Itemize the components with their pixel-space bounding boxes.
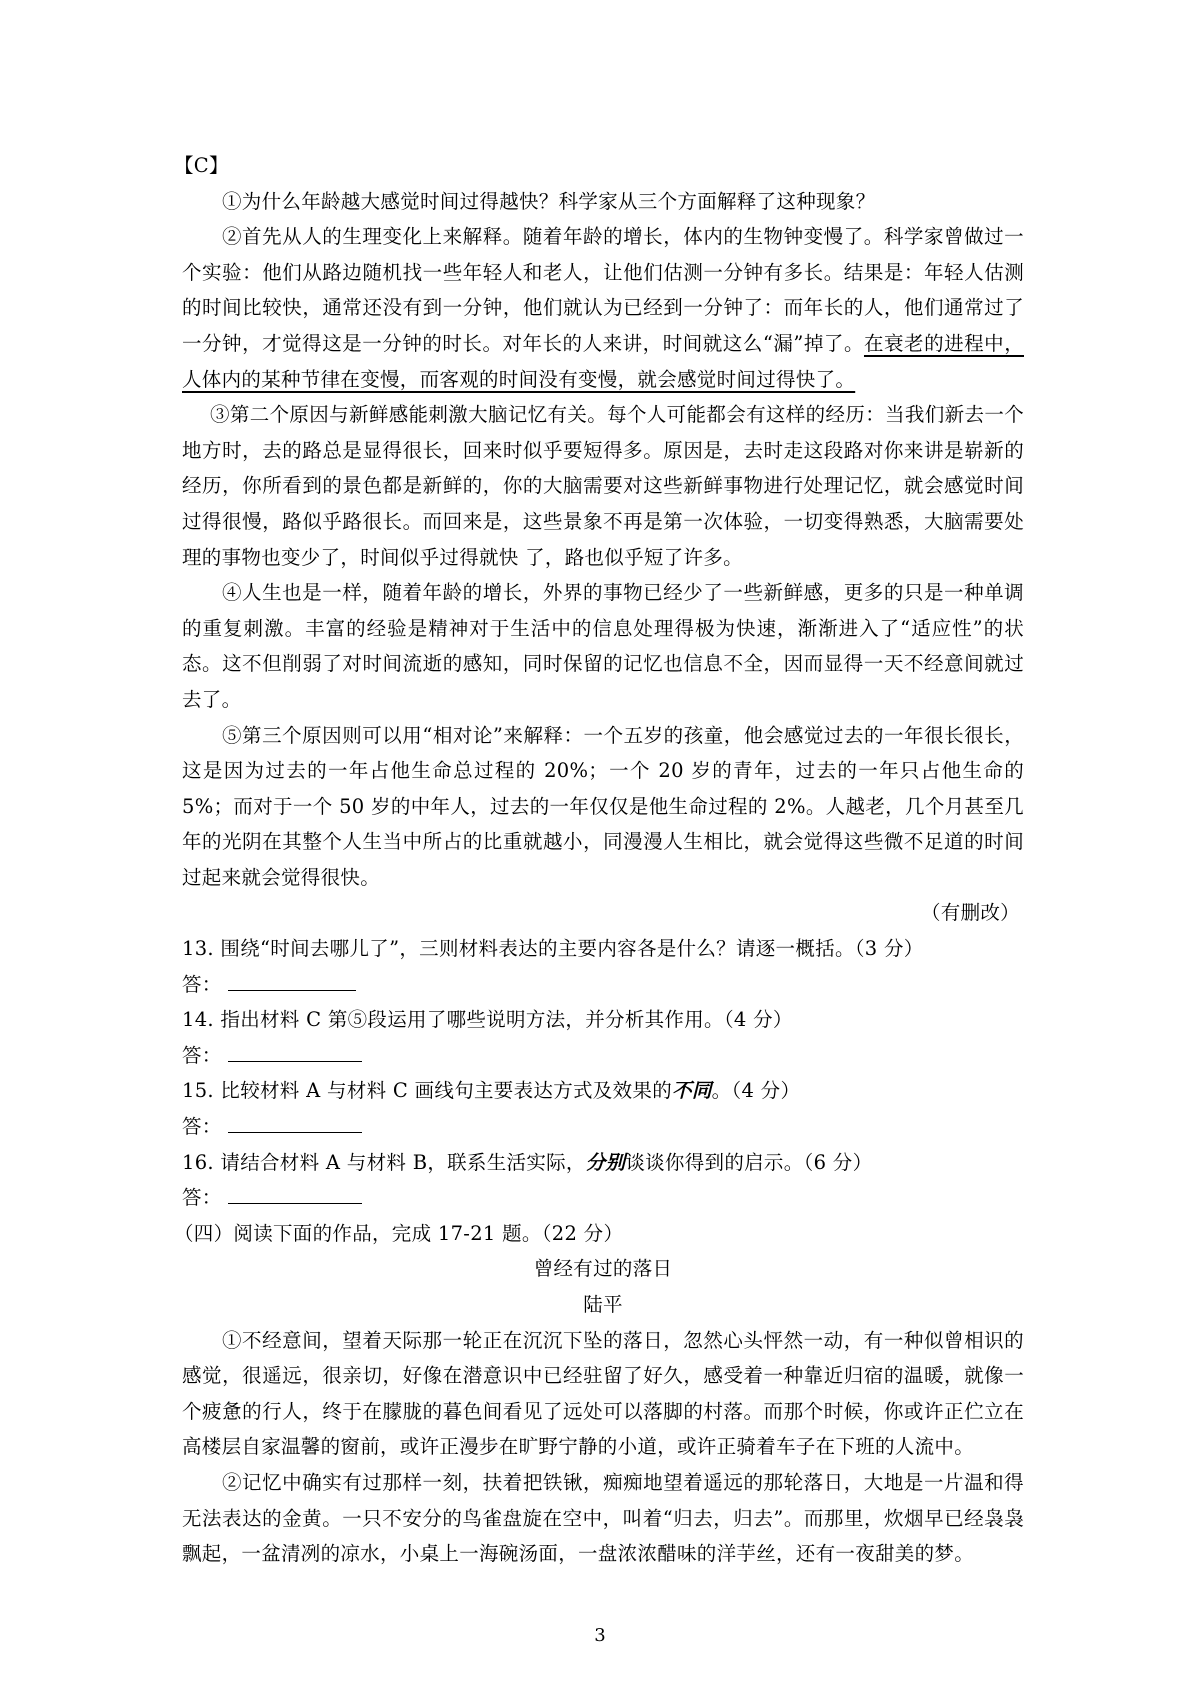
answer-line-15 — [182, 1109, 1024, 1145]
section-c-paragraph-3: ③第二个原因与新鲜感能刺激大脑记忆有关。每个人可能都会有这样的经历：当我们新去一个地方时，去的路总是显得很长，回来时似乎要短得多。原因是，去时走这段路对你来讲是崭新的经历，你所看到的景色都是新鲜的，你的大脑需要对这些新鲜事物进行处理记忆，就会感觉时间过得很慢，路似乎路很长。而回来是，这些景象不再是第一次体验，一切变得熟悉，大脑需要处理的事物也变少了，时间似乎过得就快 了，路也似乎短了许多。 — [182, 403, 1024, 569]
underlined-sentence: 在衰老的进程中，人体内的某种节律在变慢，而客观的时间没有变慢，就会感觉时间过得快了。 — [182, 331, 1024, 391]
section-c-paragraph-2 — [182, 219, 1024, 397]
answer-label: 答： — [182, 1043, 222, 1067]
answer-label: 答： — [182, 972, 222, 996]
article-paragraph-1: ①不经意间，望着天际那一轮正在沉沉下坠的落日，忽然心头怦然一动，有一种似曾相识的感觉，很遥远，很亲切，好像在潜意识中已经驻留了好久，感受着一种靠近归宿的温暖，就像一个疲惫的行人，终于在朦胧的暮色间看见了远处可以落脚的村落。而那个时候，你或许正伫立在高楼层自家温馨的窗前，或许正漫步在旷野宁静的小道，或许正骑着车子在下班的人流中。 — [182, 1328, 1024, 1459]
article-author: 陆平 — [583, 1293, 623, 1316]
question-16-text: 16. 请结合材料 A 与材料 B，联系生活实际， — [182, 1150, 586, 1174]
answer-label: 答： — [182, 1186, 222, 1210]
answer-line-13 — [182, 967, 1024, 1003]
section-four-heading: （四）阅读下面的作品，完成 17-21 题。（22 分） — [174, 1221, 624, 1245]
section-c-paragraph-5: ⑤第三个原因则可以用“相对论”来解释：一个五岁的孩童，他会感觉过去的一年很长很长，这是因为过去的一年占他生命总过程的 20%；一个 20 岁的青年，过去的一年只占他生命的 5%；而对于一个 50 岁的中年人，过去的一年仅仅是他生命过程的 2%。人越老，几个月甚至几年的光阴在其整个人生当中所占的比重就越小，同漫漫人生相比，就会觉得这些微不足道的时间过起来就会觉得很快。 — [182, 723, 1024, 889]
page-content — [174, 148, 1024, 1572]
answer-line-14 — [182, 1038, 1024, 1074]
section-c-paragraph-1: ①为什么年龄越大感觉时间过得越快？科学家从三个方面解释了这种现象？ — [222, 189, 876, 213]
question-16-tail: 谈谈你得到的启示。（6 分） — [625, 1150, 873, 1174]
answer-blank-14[interactable] — [228, 1039, 362, 1062]
question-15 — [182, 1073, 1024, 1109]
section-c-label: 【C】 — [174, 154, 229, 177]
answer-blank-16[interactable] — [228, 1181, 362, 1204]
page-number: 3 — [594, 1625, 606, 1646]
question-15-emphasis: 不同 — [672, 1079, 712, 1103]
section-c-paragraph-2-text: ②首先从人的生理变化上来解释。随着年龄的增长，体内的生物钟变慢了。科学家曾做过一个实验：他们从路边随机找一些年轻人和老人，让他们估测一分钟有多长。结果是：年轻人估测的时间比较快，通常还没有到一分钟，他们就认为已经到一分钟了：而年长的人，他们通常过了一分钟，才觉得这是一分钟的时长。对年长的人来讲，时间就这么“漏”掉了。 — [182, 225, 1024, 355]
answer-blank-15[interactable] — [228, 1110, 362, 1133]
question-15-points: 。（4 分） — [711, 1079, 801, 1103]
answer-line-16 — [182, 1180, 1024, 1216]
question-14: 14. 指出材料 C 第⑤段运用了哪些说明方法，并分析其作用。（4 分） — [182, 1008, 793, 1032]
question-16-emphasis: 分别 — [585, 1150, 626, 1174]
article-paragraph-2: ②记忆中确实有过那样一刻，扶着把铁锹，痴痴地望着遥远的那轮落日，大地是一片温和得无法表达的金黄。一只不安分的鸟雀盘旋在空中，叫着“归去，归去”。而那里，炊烟早已经袅袅飘起，一盆清冽的凉水，小桌上一海碗汤面，一盘浓浓醋味的洋芋丝，还有一夜甜美的梦。 — [182, 1470, 1024, 1566]
abridged-note: （有删改） — [920, 901, 1020, 925]
answer-label: 答： — [182, 1115, 222, 1139]
article-title: 曾经有过的落日 — [533, 1257, 673, 1281]
answer-blank-13[interactable] — [228, 968, 356, 991]
question-16 — [182, 1145, 1024, 1181]
section-c-paragraph-4: ④人生也是一样，随着年龄的增长，外界的事物已经少了一些新鲜感，更多的只是一种单调的重复刺激。丰富的经验是精神对于生活中的信息处理得极为快速，渐渐进入了“适应性”的状态。这不但削弱了对时间流逝的感知，同时保留的记忆也信息不全，因而显得一天不经意间就过去了。 — [182, 581, 1024, 711]
question-13: 13. 围绕“时间去哪儿了”，三则材料表达的主要内容各是什么？请逐一概括。（3 分） — [182, 937, 924, 961]
question-15-text: 15. 比较材料 A 与材料 C 画线句主要表达方式及效果的 — [182, 1079, 673, 1103]
